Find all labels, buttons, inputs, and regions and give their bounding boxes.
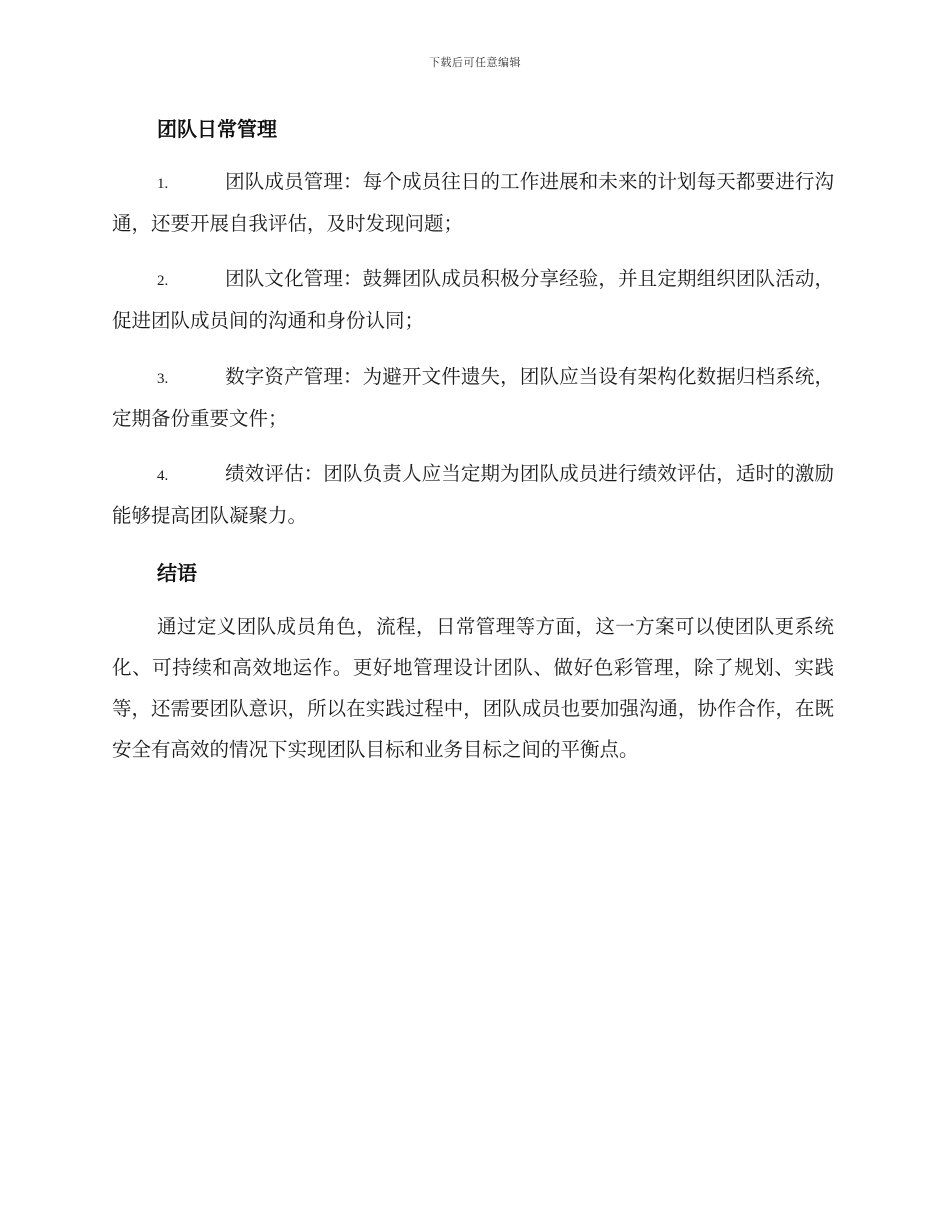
list-item-number: 2. — [157, 273, 169, 289]
list-item-text: 绩效评估：团队负责人应当定期为团队成员进行绩效评估，适时的激励能够提高团队凝聚力。 — [112, 462, 834, 527]
list-item-text: 数字资产管理：为避开文件遗失，团队应当设有架构化数据归档系统，定期备份重要文件； — [112, 365, 834, 430]
section-title-daily-management: 团队日常管理 — [157, 117, 277, 141]
list-item-number: 1. — [157, 176, 169, 192]
list-item-text: 团队成员管理：每个成员往日的工作进展和未来的计划每天都要进行沟通，还要开展自我评估，及时发现问题； — [112, 170, 834, 235]
conclusion-paragraph: 通过定义团队成员角色，流程，日常管理等方面，这一方案可以使团队更系统化、可持续和高效地运作。更好地管理设计团队、做好色彩管理，除了规划、实践等，还需要团队意识，所以在实践过程中，团队成员也要加强沟通，协作合作，在既安全有高效的情况下实现团队目标和业务目标之间的平衡点。 — [112, 615, 834, 761]
list-item-number: 4. — [157, 468, 169, 484]
list-item — [112, 162, 834, 243]
section-title-conclusion: 结语 — [157, 561, 197, 585]
list-item — [112, 454, 834, 535]
list-item — [112, 259, 834, 340]
list-item — [112, 357, 834, 438]
list-item-number: 3. — [157, 371, 169, 387]
header-note: 下载后可任意编辑 — [429, 56, 521, 69]
list-item-text: 团队文化管理：鼓舞团队成员积极分享经验，并且定期组织团队活动，促进团队成员间的沟通和身份认同； — [112, 267, 834, 332]
